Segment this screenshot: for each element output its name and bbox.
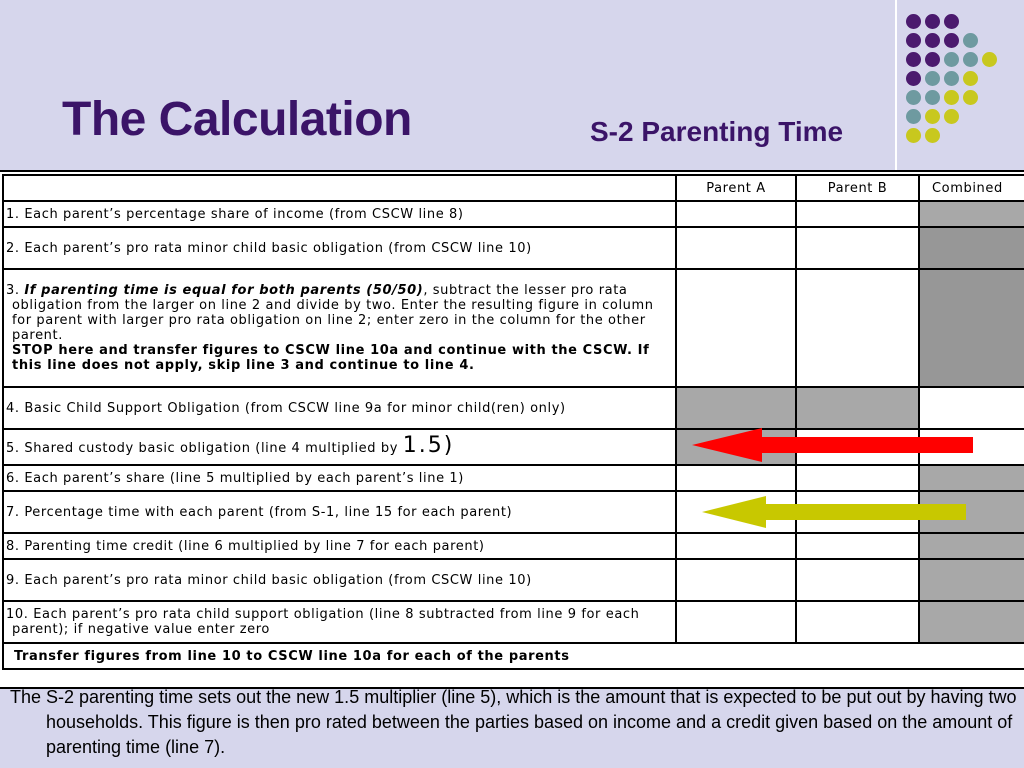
decorative-dot xyxy=(963,52,978,67)
row-2-combined xyxy=(919,227,1024,269)
row-1-label: 1. Each parent’s percentage share of income (from CSCW line 8) xyxy=(3,201,676,227)
decorative-dot xyxy=(925,14,940,29)
transfer-note: Transfer figures from line 10 to CSCW line 10a for each of the parents xyxy=(3,643,1024,669)
decorative-dot xyxy=(906,52,921,67)
red-left-arrow-icon xyxy=(690,425,975,465)
row-9-text: 9. Each parent’s pro rata minor child basic obligation (from CSCW line 10) xyxy=(6,572,532,588)
row-6-combined xyxy=(919,465,1024,491)
decorative-dot xyxy=(944,33,959,48)
row-1-combined xyxy=(919,201,1024,227)
row-3-parent-b xyxy=(796,269,919,387)
transfer-row xyxy=(3,643,1024,669)
row-2-parent-a xyxy=(676,227,796,269)
decorative-dot xyxy=(925,52,940,67)
decorative-dot xyxy=(925,128,940,143)
row-1-parent-b xyxy=(796,201,919,227)
table-row xyxy=(3,387,1024,429)
row-5-text: 5. Shared custody basic obligation (line 4 multiplied by xyxy=(6,441,403,456)
divider-line xyxy=(895,0,897,170)
row-4-parent-b xyxy=(796,387,919,429)
row-9-parent-a xyxy=(676,559,796,601)
table-row xyxy=(3,559,1024,601)
decorative-dot xyxy=(925,109,940,124)
row-3-label xyxy=(3,269,676,387)
row-3-rest: , subtract the lesser pro rata obligation from the larger on line 2 and divide by two. Enter the resulting figure in column for parent with larger pro rata obligation on line 2; enter zero in the column for the other parent. xyxy=(12,283,654,343)
decorative-dot xyxy=(906,90,921,105)
row-4-parent-a xyxy=(676,387,796,429)
row-8-parent-b xyxy=(796,533,919,559)
decorative-dot xyxy=(906,14,921,29)
header-combined: Combined xyxy=(919,175,1024,201)
row-3-italic: If parenting time is equal for both parents (50/50) xyxy=(24,283,424,298)
row-3-bold: STOP here and transfer figures to CSCW line 10a and continue with the CSCW. If this line does not apply, skip line 3 and continue to line 4. xyxy=(12,343,650,373)
calculation-table-wrap xyxy=(0,170,1024,689)
row-2-parent-b xyxy=(796,227,919,269)
row-4-combined xyxy=(919,387,1024,429)
table-row xyxy=(3,269,1024,387)
red-arrow-shape xyxy=(692,428,973,462)
table-row xyxy=(3,201,1024,227)
decorative-dot xyxy=(963,90,978,105)
decorative-dot xyxy=(906,128,921,143)
row-10-parent-b xyxy=(796,601,919,643)
decorative-dot xyxy=(944,14,959,29)
row-7-text: 7. Percentage time with each parent (from S-1, line 15 for each parent) xyxy=(6,504,513,520)
row-10-parent-a xyxy=(676,601,796,643)
yellow-left-arrow-icon xyxy=(700,494,968,532)
row-6-parent-b xyxy=(796,465,919,491)
row-3-parent-a xyxy=(676,269,796,387)
decorative-dot xyxy=(944,52,959,67)
calculation-table xyxy=(2,174,1024,670)
row-8-combined xyxy=(919,533,1024,559)
decorative-dot xyxy=(925,33,940,48)
decorative-dot xyxy=(944,71,959,86)
row-9-label xyxy=(3,559,676,601)
decorative-dot xyxy=(906,33,921,48)
row-8-parent-a xyxy=(676,533,796,559)
decorative-dot xyxy=(906,109,921,124)
table-row xyxy=(3,533,1024,559)
decorative-dot xyxy=(925,71,940,86)
page-subtitle: S-2 Parenting Time xyxy=(590,116,844,147)
header-parent-b: Parent B xyxy=(796,175,919,201)
row-9-parent-b xyxy=(796,559,919,601)
row-10-combined xyxy=(919,601,1024,643)
page-title: The Calculation xyxy=(62,93,412,146)
row-1-parent-a xyxy=(676,201,796,227)
row-3-combined xyxy=(919,269,1024,387)
row-4-label xyxy=(3,387,676,429)
row-5-label xyxy=(3,429,676,465)
row-4-text: 4. Basic Child Support Obligation (from CSCW line 9a for minor child(ren) only) xyxy=(6,400,566,416)
footer-caption: The S-2 parenting time sets out the new 1.5 multiplier (line 5), which is the amount that is expected to be put out by having two households. This figure is then pro rated between the parties based on income and a credit given based on the amount of parenting time (line 7). xyxy=(10,687,1017,757)
decorative-dot xyxy=(963,71,978,86)
row-7-label xyxy=(3,491,676,533)
table-row xyxy=(3,465,1024,491)
decorative-dot xyxy=(925,90,940,105)
decorative-dot xyxy=(906,71,921,86)
decorative-dot xyxy=(982,52,997,67)
table-row xyxy=(3,227,1024,269)
header-parent-a: Parent A xyxy=(676,175,796,201)
table-row xyxy=(3,601,1024,643)
dot-grid-icon xyxy=(906,14,1016,144)
header-blank xyxy=(3,175,676,201)
row-10-label xyxy=(3,601,676,643)
yellow-arrow-shape xyxy=(702,496,966,528)
row-10-text: 10. Each parent’s pro rata child support obligation (line 8 subtracted from line 9 for each parent); if negative value enter zero xyxy=(6,607,640,637)
row-2-text: 2. Each parent’s pro rata minor child basic obligation (from CSCW line 10) xyxy=(6,240,532,256)
row-6-parent-a xyxy=(676,465,796,491)
decorative-dot xyxy=(944,109,959,124)
row-8-label: 8. Parenting time credit (line 6 multiplied by line 7 for each parent) xyxy=(3,533,676,559)
row-6-label: 6. Each parent’s share (line 5 multiplied by each parent’s line 1) xyxy=(3,465,676,491)
decorative-dot xyxy=(963,33,978,48)
row-3-text xyxy=(6,283,667,373)
row-3-prefix: 3. xyxy=(6,283,25,298)
row-2-label xyxy=(3,227,676,269)
row-9-combined xyxy=(919,559,1024,601)
row-5-multiplier: 1.5) xyxy=(402,433,455,458)
decorative-dot xyxy=(944,90,959,105)
header-row xyxy=(3,175,1024,201)
